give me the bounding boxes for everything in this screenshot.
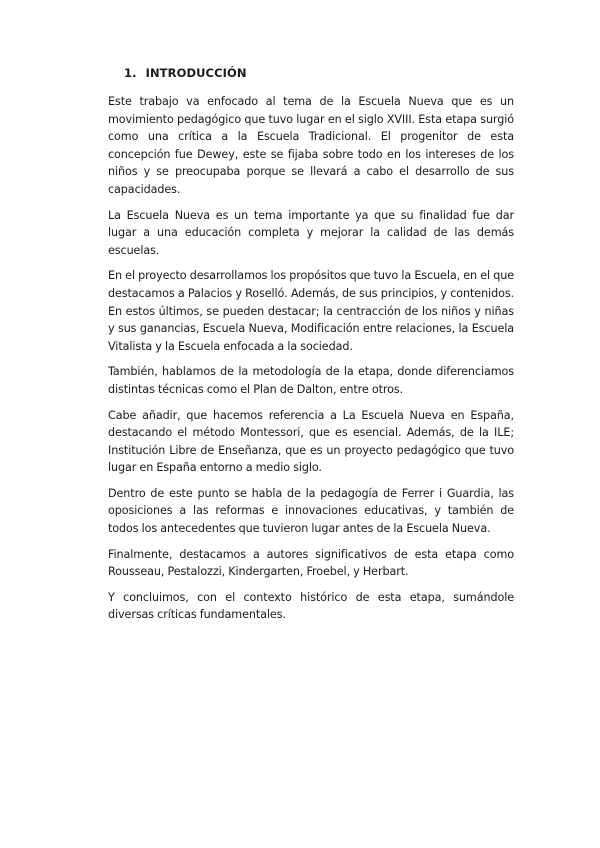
paragraph-ferrer: Dentro de este punto se habla de la pedagogía de Ferrer i Guardia, las oposiciones a las reformas e innovaciones educativas, y también de todos los antecedentes que tuvieron lugar antes de la Escuela Nueva. bbox=[108, 486, 514, 536]
section-heading bbox=[124, 66, 514, 80]
paragraph-conclusion: Y concluimos, con el contexto histórico de esta etapa, sumándole diversas críticas fundamentales. bbox=[108, 590, 514, 622]
paragraph-importance: La Escuela Nueva es un tema importante ya que su finalidad fue dar lugar a una educación completa y mejorar la calidad de las demás escuelas. bbox=[108, 208, 514, 257]
section-title: INTRODUCCIÓN bbox=[145, 66, 247, 80]
document-page bbox=[108, 66, 514, 632]
paragraph-authors: Finalmente, destacamos a autores significativos de esta etapa como Rousseau, Pestalozzi, Kindergarten, Froebel, y Herbart. bbox=[108, 547, 514, 579]
section-number: 1. bbox=[124, 66, 137, 80]
paragraph-project: En el proyecto desarrollamos los propósitos que tuvo la Escuela, en el que destacamos a Palacios y Roselló. Además, de sus principios, y contenidos. En estos últimos, se pueden destacar; la centracción de los niños y niñas y sus ganancias, Escuela Nueva, Modificación entre relaciones, la Escuela Vitalista y la Escuela enfocada a la sociedad. bbox=[108, 269, 514, 353]
paragraph-methodology: También, hablamos de la metodología de la etapa, donde diferenciamos distintas técnicas como el Plan de Dalton, entre otros. bbox=[108, 365, 514, 396]
paragraph-spain: Cabe añadir, que hacemos referencia a La Escuela Nueva en España, destacando el método Montessori, que es esencial. Además, de la ILE; Institución Libre de Enseñanza, que es un proyecto pedagógico que tuvo lugar en España entorno a medio siglo. bbox=[108, 408, 514, 475]
paragraph-intro: Este trabajo va enfocado al tema de la Escuela Nueva que es un movimiento pedagógico que tuvo lugar en el siglo XVIII. Esta etapa surgió como una crítica a la Escuela Tradicional. El progenitor de esta concepción fue Dewey, este se fijaba sobre todo en los intereses de los niños y se preocupaba porque se llevará a cabo el desarrollo de sus capacidades. bbox=[108, 95, 514, 196]
